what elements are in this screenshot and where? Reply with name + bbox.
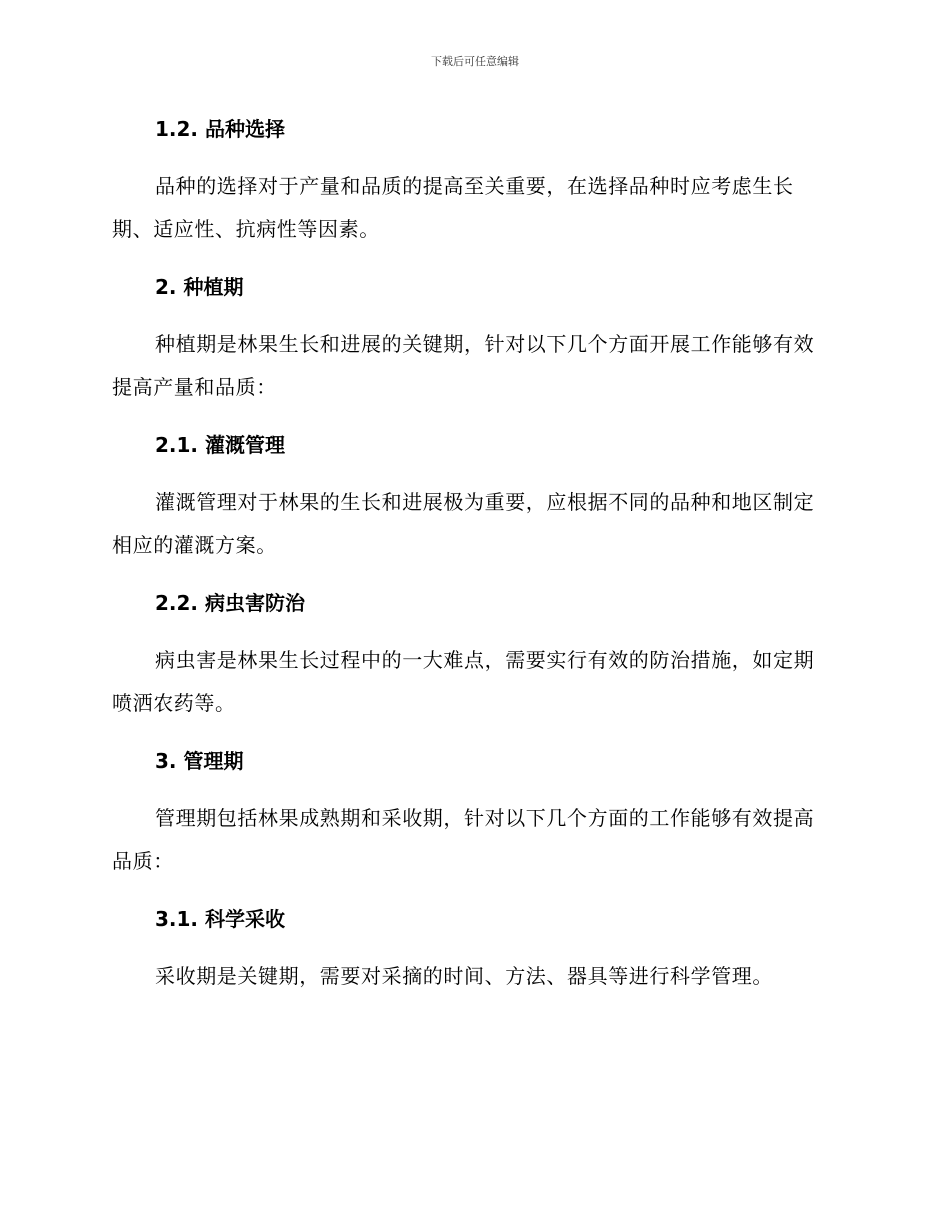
- page-header: 下载后可任意编辑: [431, 55, 519, 68]
- section-paragraph: 管理期包括林果成熟期和采收期，针对以下几个方面的工作能够有效提高品质：: [112, 806, 815, 873]
- section-3: [112, 740, 834, 898]
- section-paragraph: 品种的选择对于产量和品质的提高至关重要，在选择品种时应考虑生长期、适应性、抗病性等因素。: [112, 174, 794, 241]
- section-2: [112, 266, 834, 424]
- section-heading: 2.1. 灌溉管理: [155, 433, 285, 457]
- section-paragraph: 灌溉管理对于林果的生长和进展极为重要，应根据不同的品种和地区制定相应的灌溉方案。: [112, 490, 815, 557]
- section-paragraph: 采收期是关键期，需要对采摘的时间、方法、器具等进行科学管理。: [155, 964, 773, 988]
- section-1-2: [112, 108, 834, 266]
- section-heading: 3. 管理期: [155, 749, 244, 773]
- document-body: [112, 108, 834, 998]
- section-3-1: [112, 898, 834, 998]
- section-heading: 1.2. 品种选择: [155, 117, 285, 141]
- section-heading: 2. 种植期: [155, 275, 244, 299]
- section-paragraph: 病虫害是林果生长过程中的一大难点，需要实行有效的防治措施，如定期喷洒农药等。: [112, 648, 815, 715]
- section-paragraph: 种植期是林果生长和进展的关键期，针对以下几个方面开展工作能够有效提高产量和品质：: [112, 332, 815, 399]
- section-heading: 3.1. 科学采收: [155, 907, 285, 931]
- section-heading: 2.2. 病虫害防治: [155, 591, 305, 615]
- section-2-1: [112, 424, 834, 582]
- section-2-2: [112, 582, 834, 740]
